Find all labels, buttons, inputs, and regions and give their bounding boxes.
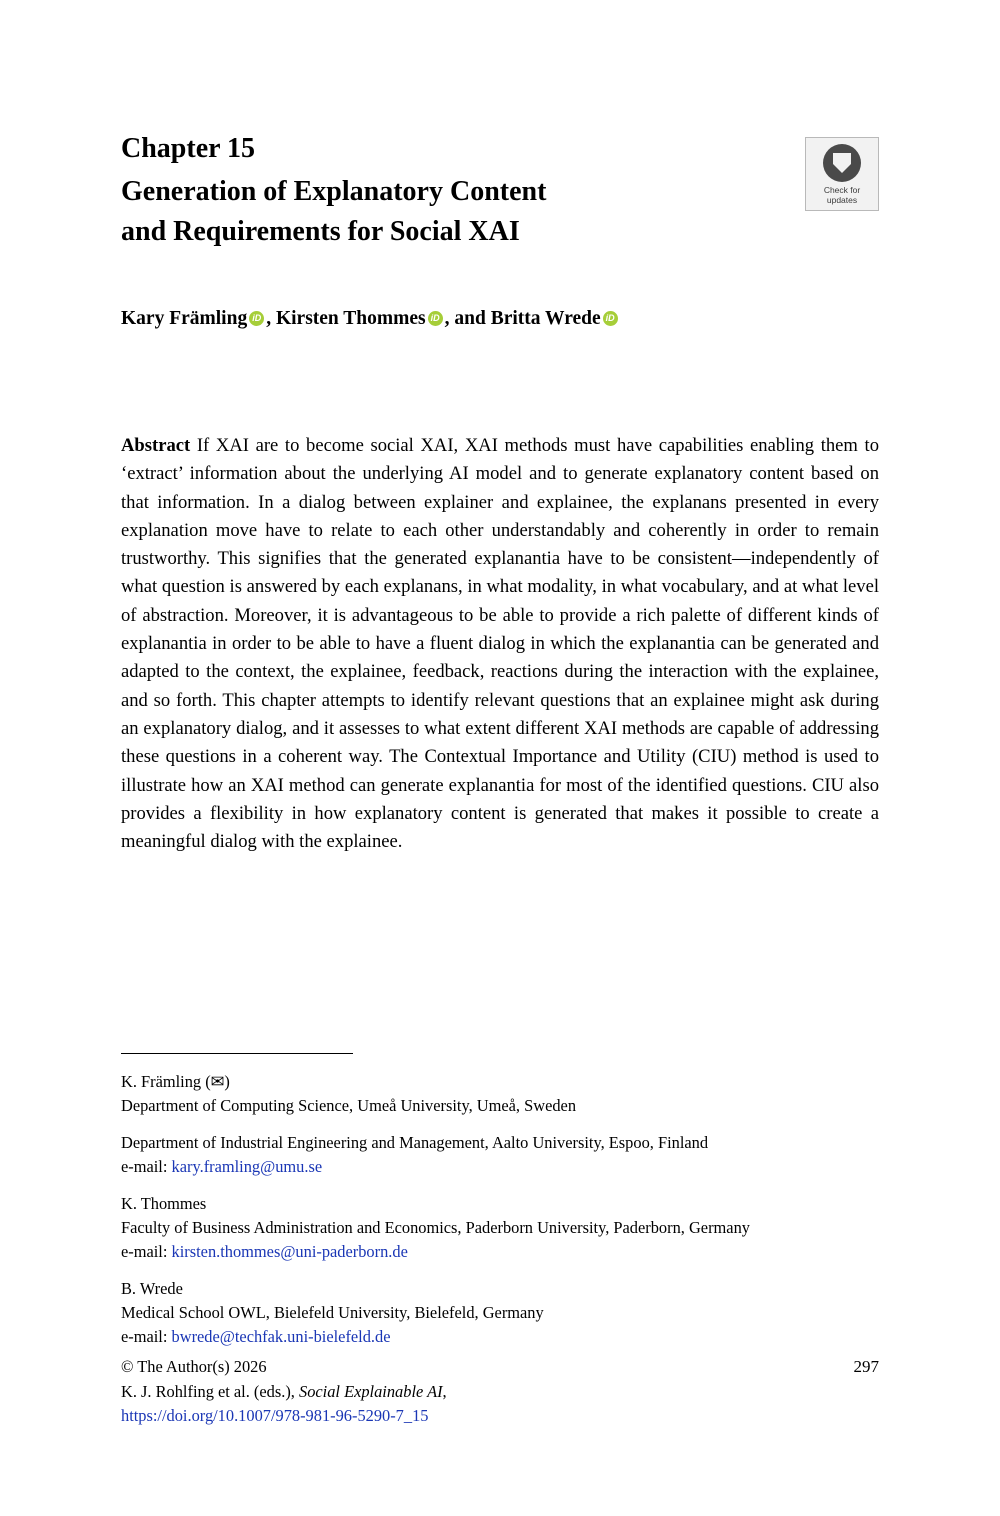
affiliation-line: Department of Computing Science, Umeå University, Umeå, Sweden [121,1096,577,1115]
orcid-icon[interactable] [603,311,618,326]
email-label: e-mail: [121,1157,172,1176]
author-name-2: Kirsten Thommes [275,308,426,329]
badge-label-line1: Check for [823,185,861,195]
doi-line [121,1404,879,1429]
page-title [121,172,781,252]
check-for-updates-icon [823,144,861,182]
check-for-updates-badge[interactable] [805,137,879,211]
email-line [121,1240,891,1264]
title-line-1: Generation of Explanatory Content [121,176,547,207]
email-label: e-mail: [121,1242,172,1261]
affiliation-aalto [121,1131,891,1179]
abstract-section [121,432,879,856]
badge-label-line2: updates [826,195,858,205]
copyright-line [121,1355,879,1380]
affiliation-line: Department of Industrial Engineering and Management, Aalto University, Espoo, Finland [121,1133,709,1152]
email-line [121,1155,891,1179]
email-link[interactable]: bwrede@techfak.uni-bielefeld.de [171,1327,391,1346]
orcid-icon[interactable] [249,311,264,326]
page-number: 297 [853,1357,879,1376]
chapter-number: Chapter 15 [121,133,256,164]
email-label: e-mail: [121,1327,172,1346]
copyright-block [121,1355,879,1429]
affiliation-line: Medical School OWL, Bielefeld University, Bielefeld, Germany [121,1303,544,1322]
doi-link[interactable]: https://doi.org/10.1007/978-981-96-5290-7_15 [121,1406,429,1425]
citation-line [121,1380,879,1405]
citation-suffix: , [442,1381,447,1401]
email-link[interactable]: kary.framling@umu.se [171,1157,323,1176]
author-separator-2: , and [444,308,491,329]
footnote-divider [121,1053,353,1054]
copyright-text: © The Author(s) 2026 [121,1357,267,1376]
author-affiliation-framling [121,1070,891,1118]
editors-text: K. J. Rohlfing et al. (eds.), [121,1381,299,1401]
affiliation-line: Faculty of Business Administration and Economics, Paderborn University, Paderborn, Germany [121,1218,750,1237]
title-line-2: and Requirements for Social XAI [121,216,520,247]
author-separator-1: , [266,308,276,329]
author-list [121,305,620,333]
affiliations-block [121,1070,891,1362]
abstract-text: If XAI are to become social XAI, XAI methods must have capabilities enabling them to ‘extract’ information about the underlying AI model and to generate explanatory content based on that information. In a dialog between explainer and explainee, the explanans presented in every explanation move have to relate to each other understandably and coherently in order to remain trustworthy. This signifies that the generated explanantia have to be consistent—independently of what question is answered by each explanans, in what modality, in what vocabulary, and at what level of abstraction. Moreover, it is advantageous to be able to provide a rich palette of different kinds of explanantia in order to be able to have a fluent dialog in which the explanantia can be generated and adapted to the context, the explainee, feedback, reactions during the interaction with the explainee, and so forth. This chapter attempts to identify relevant questions that an explainee might ask during an explanatory dialog, and it assesses to what extent different XAI methods are capable of addressing these questions in a coherent way. The Contextual Importance and Utility (CIU) method is used to illustrate how an XAI method can generate explanantia for most of the identified questions. CIU also provides a flexibility in how explanatory content is generated that makes it possible to create a meaningful dialog with the explainee. [121,435,879,853]
author-affiliation-wrede [121,1277,891,1349]
affiliation-line: B. Wrede [121,1279,183,1298]
email-line [121,1325,891,1349]
author-affiliation-thommes [121,1192,891,1264]
orcid-icon[interactable] [428,311,443,326]
author-name-1: Kary Främling [121,308,248,329]
affiliation-line: K. Thommes [121,1194,207,1213]
book-title: Social Explainable AI [299,1381,443,1401]
affiliation-line: K. Främling (✉) [121,1072,230,1091]
author-name-3: Britta Wrede [490,308,601,329]
abstract-label: Abstract [121,435,191,456]
email-link[interactable]: kirsten.thommes@uni-paderborn.de [171,1242,408,1261]
